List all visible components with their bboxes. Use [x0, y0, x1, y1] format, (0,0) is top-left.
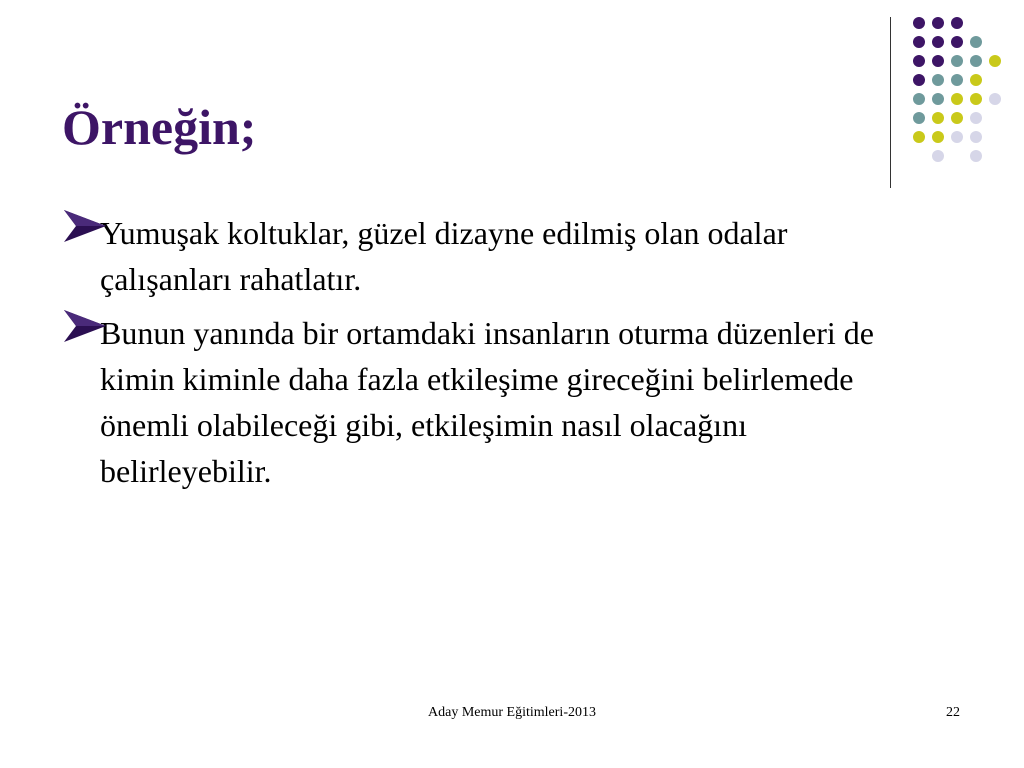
dot: [951, 36, 963, 48]
dot: [913, 17, 925, 29]
dot: [913, 131, 925, 143]
dot: [913, 74, 925, 86]
bullet-text: Bunun yanında bir ortamdaki insanların oturma düzenleri de kimin kiminle daha fazla etkileşime gireceğini belirlemede önemli olabileceği gibi, etkileşimin nasıl olacağını belirleyebilir.: [100, 315, 874, 489]
dot: [989, 55, 1001, 67]
dot: [913, 36, 925, 48]
dot: [951, 131, 963, 143]
dot: [970, 131, 982, 143]
dot: [932, 131, 944, 143]
dot: [989, 93, 1001, 105]
vertical-divider: [890, 17, 891, 188]
bullet-text: Yumuşak koltuklar, güzel dizayne edilmiş olan odalar çalışanları rahatlatır.: [100, 215, 788, 297]
dot: [932, 150, 944, 162]
bullet-item: [62, 310, 902, 494]
dot: [932, 17, 944, 29]
dot: [951, 55, 963, 67]
dot: [932, 74, 944, 86]
dot: [951, 17, 963, 29]
bullet-item: [62, 210, 902, 302]
bullet-list: [62, 210, 902, 502]
dot: [970, 93, 982, 105]
dot: [951, 112, 963, 124]
dot: [970, 74, 982, 86]
dot: [932, 112, 944, 124]
dot: [970, 112, 982, 124]
arrow-bullet-icon: [62, 204, 110, 246]
slide-title: Örneğin;: [62, 99, 257, 155]
dot: [951, 74, 963, 86]
dot: [913, 112, 925, 124]
dot: [970, 36, 982, 48]
footer-text: Aday Memur Eğitimleri-2013: [428, 705, 596, 720]
dot: [913, 55, 925, 67]
dot: [913, 93, 925, 105]
page-number: 22: [946, 705, 960, 720]
dot: [932, 93, 944, 105]
dot: [932, 36, 944, 48]
dot: [932, 55, 944, 67]
dot: [970, 55, 982, 67]
dot: [951, 93, 963, 105]
arrow-bullet-icon: [62, 304, 110, 346]
dot: [970, 150, 982, 162]
